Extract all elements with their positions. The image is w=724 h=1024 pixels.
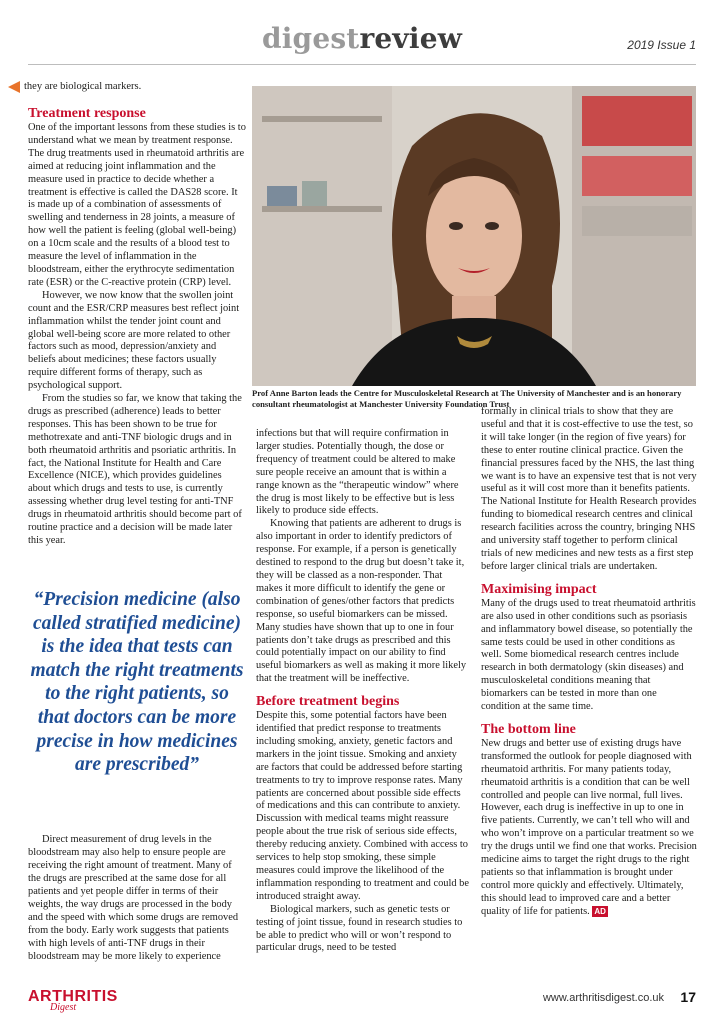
portrait-illustration xyxy=(252,86,696,386)
paragraph: Biological markers, such as genetic tests or testing of joint tissue, found in research studies to be able to predict who will or won’t respond to particular drugs, need to be tested xyxy=(256,903,463,954)
photo-caption: Prof Anne Barton leads the Centre for Musculoskeletal Research at The University of Manchester and is an honorary consultant rheumatologist at Manchester University Foundation Trust xyxy=(252,388,682,409)
continued-arrow-icon xyxy=(8,80,24,93)
heading-bottom-line: The bottom line xyxy=(481,721,576,737)
paragraph: Despite this, some potential factors have been identified that predict response to treatments including smoking, anxiety, genetic factors and markers in the joint tissue. Smoking and anxiety are factors that could be addressed before starting treatments to try to improve response rates. Many patients are concerned about possible side effects of medications and this can contribute to anxiety. Discussion with medical teams might reassure people about the true risk of serious side effects, thereby reducing anxiety. Combined with access to services to help stop smoking, these simple measures could improve the likelihood of the inflammation responding to treatment and could be introduced straight away. xyxy=(256,710,469,902)
website-url: www.arthritisdigest.co.uk xyxy=(542,992,664,1004)
continued-intro xyxy=(8,80,248,93)
title-part-digest: digest xyxy=(261,22,360,55)
paragraph: However, we now know that the swollen joint count and the ESR/CRP measures best reflect joint inflammation whilst the tender joint count and global well-being score are more related to other factors such as mood, depression/anxiety and beliefs about medicines; these factors usually require different forms of therapy, such as psychological support. xyxy=(28,289,240,392)
paragraph-text: New drugs and better use of existing drugs have transformed the outlook for people diagnosed with rheumatoid arthritis. For many patients today, rheumatoid arthritis is a condition that can be well controlled and people can live normal, full lives. However, each drug is ineffective in up to one in five patients. Currently, we can’t tell who will and who won’t improve on a particular treatment so we try the drugs until we find one that works. Precision medicine aims to target the right drugs to the right patients so that inflammation is brought under control more quickly and effectively. Ultimately, this should lead to improved care and a better quality of life for patients. xyxy=(481,737,697,917)
logo-sub: Digest xyxy=(50,1002,77,1013)
logo-main: ARTHRITIS xyxy=(28,988,118,1005)
column-2 xyxy=(256,428,470,955)
heading-maximising-impact: Maximising impact xyxy=(481,581,597,597)
heading-treatment-response: Treatment response xyxy=(28,106,146,121)
paragraph: Direct measurement of drug levels in the bloodstream may also help to ensure people are receiving the right amount of treatment. Many of the drugs are prescribed at the same dose for all patients and yet people differ in terms of their weights, the way drugs are processed in the body and the speed with which some drugs are removed from the body. Early work suggests that patients with high levels of anti-TNF drugs in their bloodstream may be more likely to experience xyxy=(28,834,239,962)
header-divider xyxy=(28,64,696,65)
paragraph: formally in clinical trials to show that they are useful and that it is cost-effective to use the test, so it will take longer (in the region of five years) for these to enter routine clinical practice. Given the financial pressures faced by the NHS, the last thing we want is to have an expensive test that is not very useful as it will cost more than it benefits patients. The National Institute for Health Research provides funding to biomedical research centres and clinical research facilities across the country, bringing NHS and university staff together to perform clinical trials of new medicines and new tests as a first step before larger clinical trials are undertaken. xyxy=(481,406,697,572)
title-part-review: review xyxy=(359,22,463,55)
paragraph: From the studies so far, we know that taking the drugs as prescribed (adherence) leads to better responses. This has been shown to be true for methotrexate and anti-TNF biologic drugs and in both rheumatoid arthritis and psoriatic arthritis. In fact, the National Institute for Health and Care Excellence (NICE), which provides guidelines about which drugs and tests to use, is currently assessing whether drug level testing for anti-TNF drugs in rheumatoid arthritis should become part of routine practice and a decision will be made later this year. xyxy=(28,393,242,546)
paragraph xyxy=(481,738,697,919)
paragraph: Many of the drugs used to treat rheumatoid arthritis are also used in other conditions such as psoriasis and inflammatory bowel disease, so potentially the same tests could be used in other conditions as well. Some biomedical research centres include research in both dermatology (skin diseases) and musculoskeletal conditions meaning that biomarkers can be tested in more than one condition at the same time. xyxy=(481,597,696,713)
heading-before-treatment: Before treatment begins xyxy=(256,694,400,710)
intro-text: they are biological markers. xyxy=(24,81,142,92)
paragraph: infections but that will require confirmation in larger studies. Potentially though, the dose or frequency of treatment could be altered to make sure people receive an amount that is within a range known as the “therapeutic window” where the drug is most likely to be effective but is less likely to produce side effects. xyxy=(256,428,459,517)
pull-quote: “Precision medicine (also called stratified medicine) is the idea that tests can match the right treatments to the right patients, so that doctors can be more precise in how medicines are prescribed” xyxy=(30,589,244,776)
paragraph: One of the important lessons from these studies is to understand what we mean by treatment response. The drug treatments used in rheumatoid arthritis are aimed at reducing joint inflammation and the measure used in practice to decide whether a treatment is effective is called the DAS28 score. It is made up of a combination of assessments of swelling and tenderness in 28 joints, a measure of how well the patient is feeling (global well-being) on a 10cm scale and the results of a blood test to measure the level of inflammation in the bloodstream, either the erythrocyte sedimentation rate (ESR) or the C-reactive protein (CRP) level. xyxy=(28,122,246,288)
column-1-bottom xyxy=(28,824,246,974)
page-number: 17 xyxy=(680,989,696,1005)
portrait-photo xyxy=(252,86,696,386)
issue-label: 2019 Issue 1 xyxy=(627,38,696,52)
publication-title xyxy=(0,22,724,55)
column-3 xyxy=(481,406,697,919)
column-1 xyxy=(28,106,246,548)
arthritis-digest-logo xyxy=(28,988,118,1013)
end-mark-icon: AD xyxy=(594,906,606,916)
paragraph: Knowing that patients are adherent to drugs is also important in order to identify predictors of response. For example, if a person is genetically destined to respond to the drug but doesn’t take it, they will be classed as a non-responder. That makes it more difficult to identify the gene or combination of genes/other factors that predicts response, so useful biomarkers can be missed. Many studies have shown that up to one in four patients don’t take drugs as prescribed and this could potentially impact on our ability to find useful biomarkers as well as making it more likely that the treatment will be ineffective. xyxy=(256,518,467,685)
